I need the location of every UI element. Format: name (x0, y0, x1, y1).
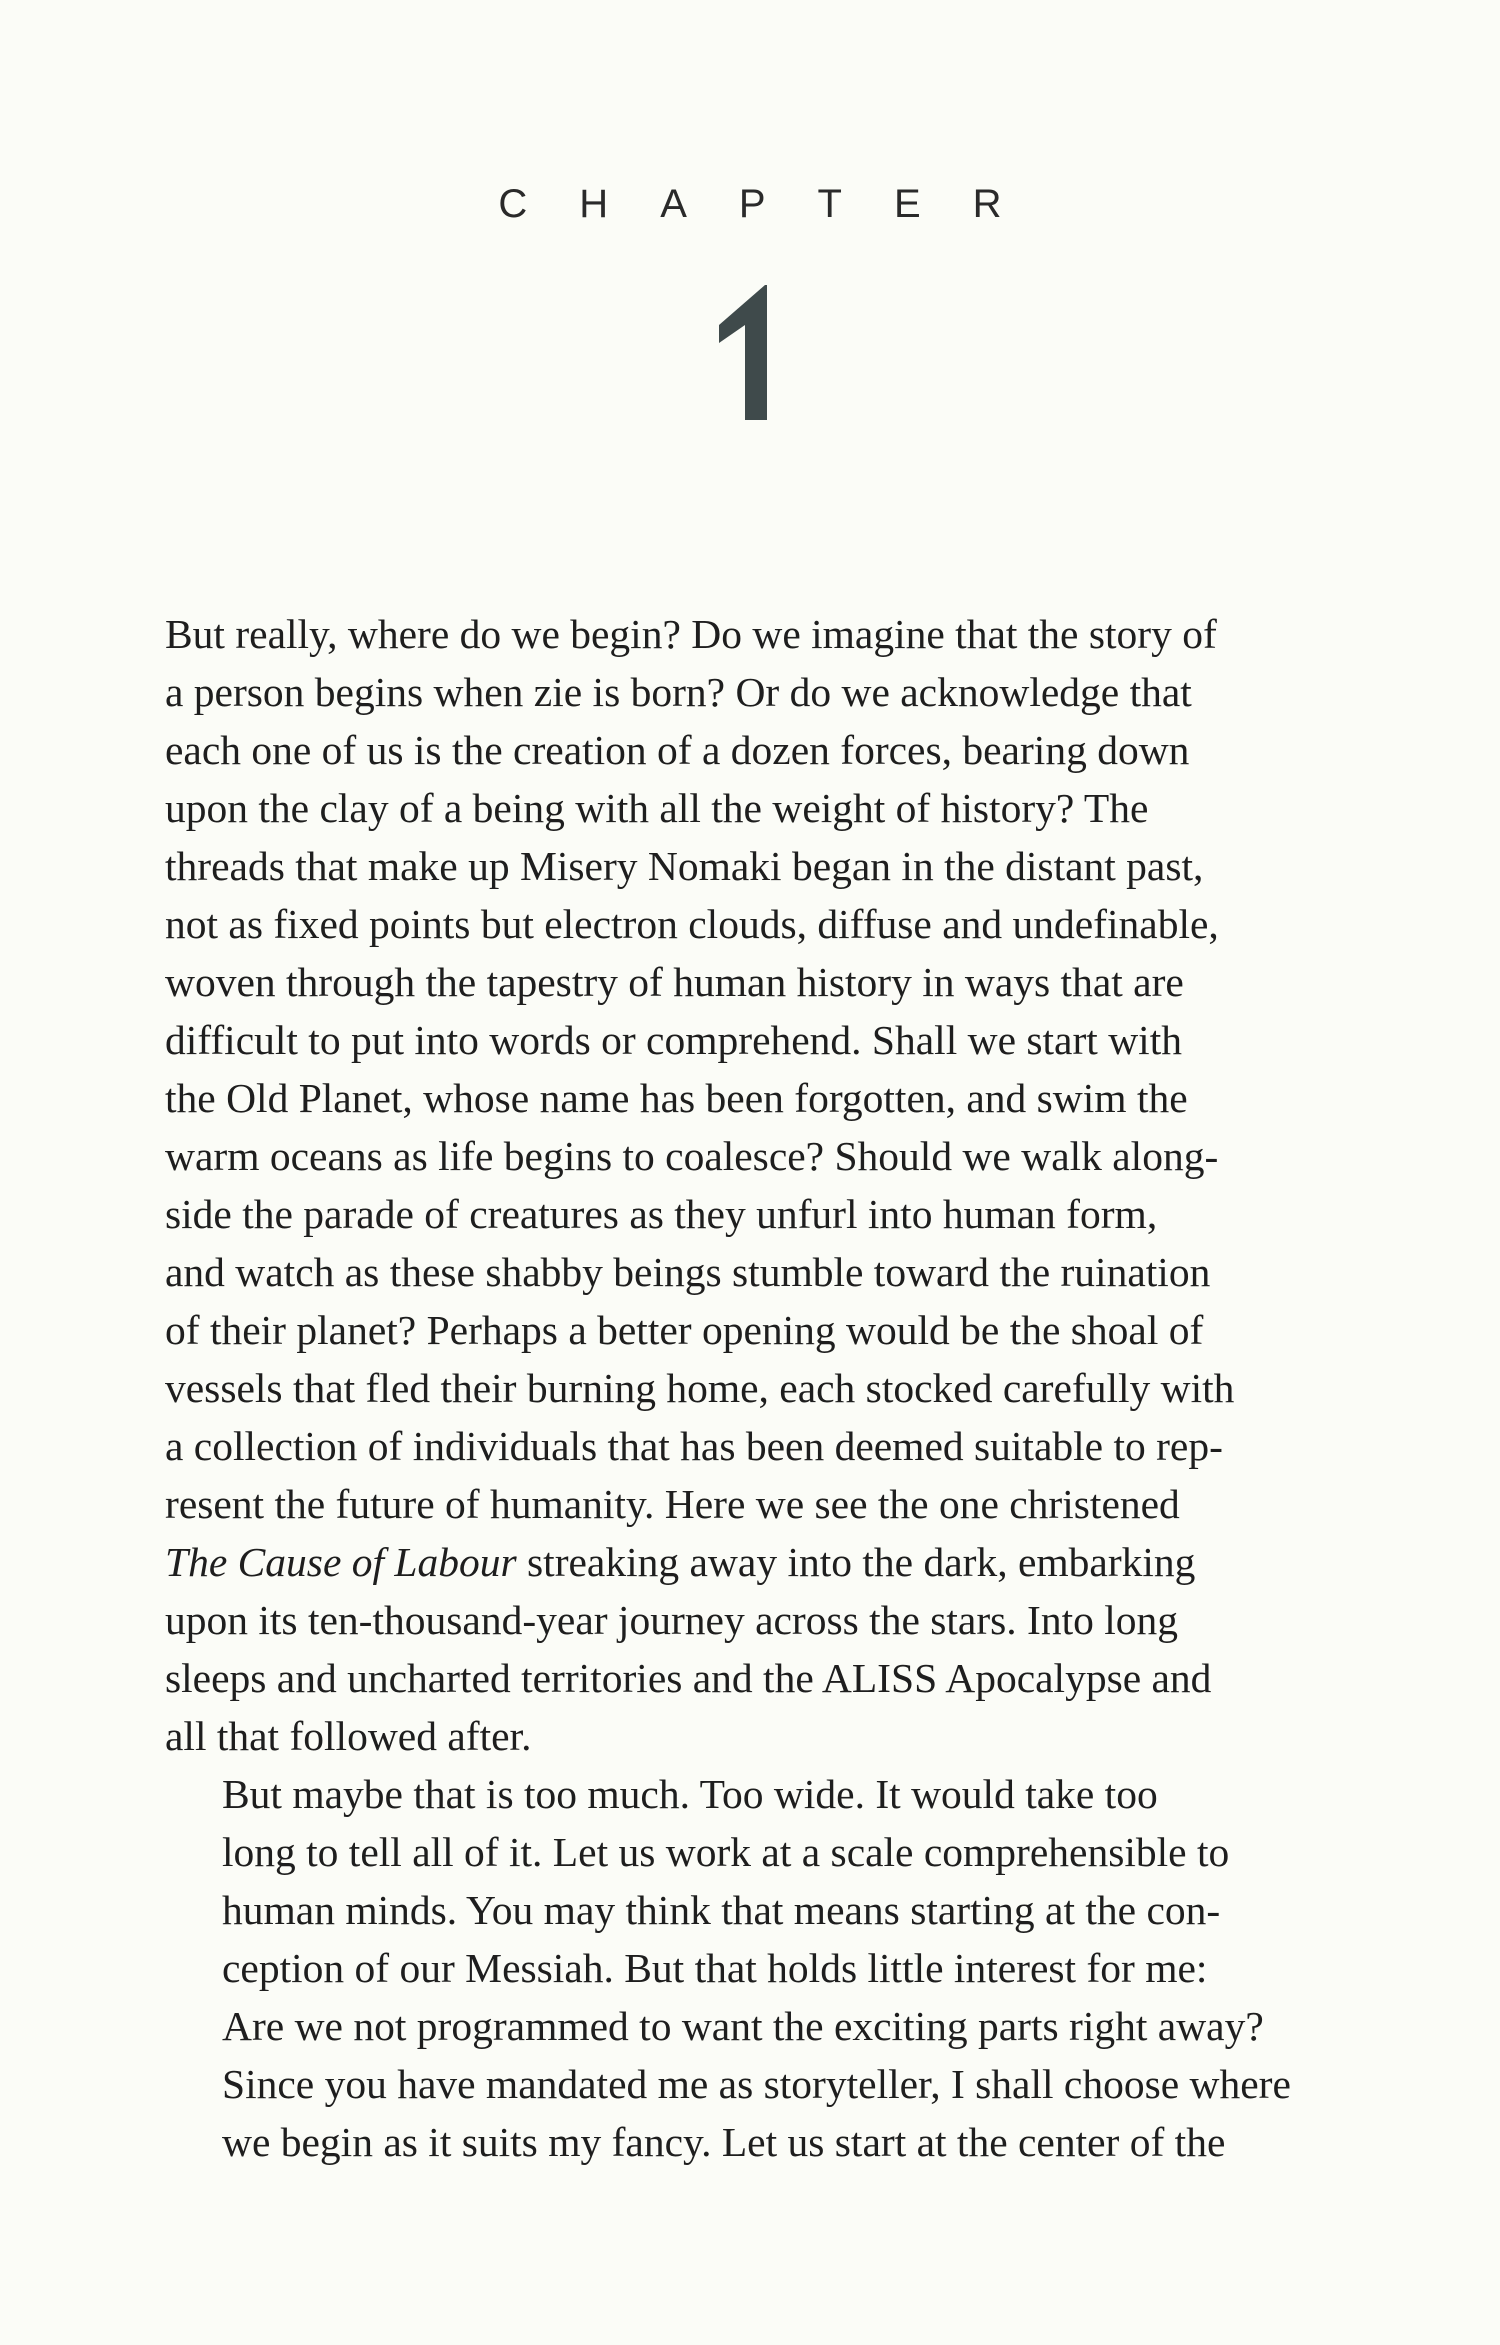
text-line: But really, where do we begin? Do we imagine that the story of (165, 611, 1217, 657)
text-line: woven through the tapestry of human history in ways that are (165, 959, 1184, 1005)
text-line: upon its ten-thousand-year journey across the stars. Into long (165, 1597, 1179, 1643)
text-line: difficult to put into words or comprehend. Shall we start with (165, 1017, 1182, 1063)
text-line: threads that make up Misery Nomaki began in the distant past, (165, 843, 1204, 889)
text-line: the Old Planet, whose name has been forgotten, and swim the (165, 1075, 1188, 1121)
text-line: But maybe that is too much. Too wide. It would take too (222, 1771, 1158, 1817)
text-line: Are we not programmed to want the exciting parts right away? (222, 2003, 1264, 2049)
paragraph-2 (165, 1765, 1335, 2171)
text-line: and watch as these shabby beings stumble toward the ruination (165, 1249, 1211, 1295)
text-line: not as fixed points but electron clouds, diffuse and undefinable, (165, 901, 1219, 947)
ship-line-rest: streaking away into the dark, embarking (516, 1539, 1196, 1585)
text-line: human minds. You may think that means starting at the con- (222, 1887, 1221, 1933)
text-line: side the parade of creatures as they unfurl into human form, (165, 1191, 1158, 1237)
chapter-number-glyph (715, 285, 785, 420)
paragraph-1 (165, 605, 1335, 1765)
text-line: upon the clay of a being with all the weight of history? The (165, 785, 1149, 831)
text-line: of their planet? Perhaps a better opening would be the shoal of (165, 1307, 1204, 1353)
chapter-body (165, 605, 1335, 2171)
text-line: we begin as it suits my fancy. Let us start at the center of the (222, 2119, 1226, 2165)
text-line: resent the future of humanity. Here we see the one christened (165, 1481, 1180, 1527)
text-line: ception of our Messiah. But that holds little interest for me: (222, 1945, 1208, 1991)
text-line: Since you have mandated me as storyteller, I shall choose where (222, 2061, 1291, 2107)
text-line: warm oceans as life begins to coalesce? Should we walk along- (165, 1133, 1219, 1179)
ship-name: The Cause of Labour (165, 1539, 517, 1585)
chapter-label: CHAPTER (498, 182, 1054, 226)
text-line: each one of us is the creation of a dozen forces, bearing down (165, 727, 1190, 773)
text-line: vessels that fled their burning home, each stocked carefully with (165, 1365, 1235, 1411)
text-line: a person begins when zie is born? Or do we acknowledge that (165, 669, 1192, 715)
text-line: a collection of individuals that has been deemed suitable to rep- (165, 1423, 1223, 1469)
text-line: sleeps and uncharted territories and the ALISS Apocalypse and (165, 1655, 1212, 1701)
text-line: long to tell all of it. Let us work at a scale comprehensible to (222, 1829, 1230, 1875)
text-line-ship (165, 1533, 1335, 1591)
text-line: all that followed after. (165, 1713, 532, 1759)
